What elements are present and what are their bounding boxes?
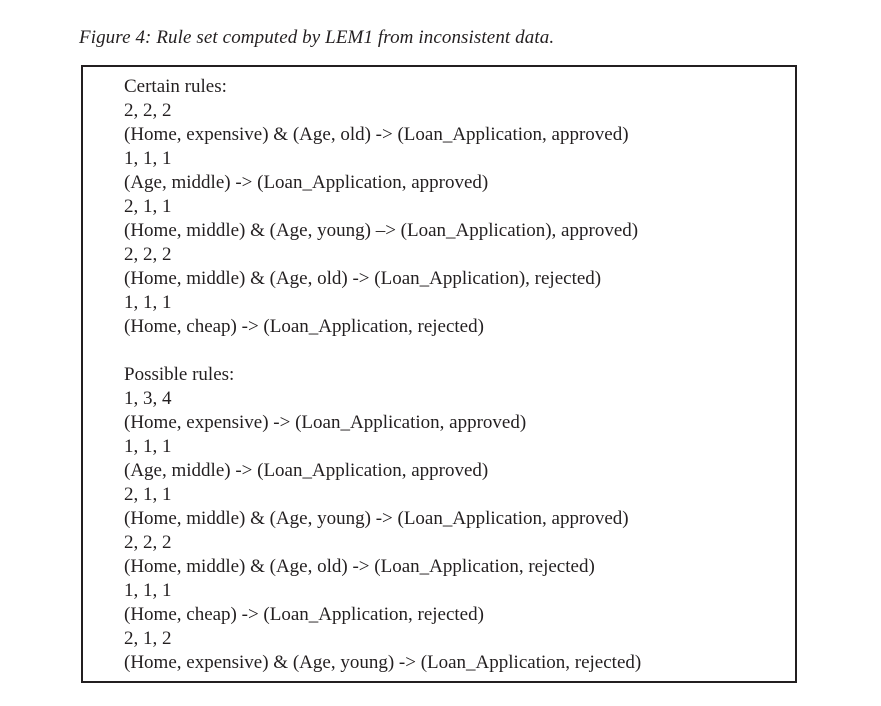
certain-rule-text: (Age, middle) -> (Loan_Application, approved) (124, 172, 489, 193)
possible-rule-text: (Home, expensive) -> (Loan_Application, approved) (124, 412, 527, 433)
certain-rule-counts: 1, 1, 1 (124, 292, 172, 313)
possible-rule-counts: 2, 1, 2 (124, 628, 172, 649)
possible-rule-text: (Age, middle) -> (Loan_Application, approved) (124, 460, 489, 481)
certain-rule-text: (Home, middle) & (Age, old) -> (Loan_Application), rejected) (124, 268, 602, 289)
possible-rule-text: (Home, cheap) -> (Loan_Application, rejected) (124, 604, 484, 625)
rule-set-box (81, 65, 797, 683)
figure-caption: Figure 4: Rule set computed by LEM1 from inconsistent data. (79, 27, 555, 48)
certain-rule-text: (Home, cheap) -> (Loan_Application, rejected) (124, 316, 484, 337)
possible-rule-text: (Home, middle) & (Age, young) -> (Loan_Application, approved) (124, 508, 629, 529)
section-spacer (124, 339, 641, 363)
rule-list (124, 75, 641, 675)
certain-rule-text: (Home, expensive) & (Age, old) -> (Loan_Application, approved) (124, 124, 629, 145)
possible-rule-counts: 1, 3, 4 (124, 388, 172, 409)
possible-rules-heading: Possible rules: (124, 364, 235, 385)
possible-rule-text: (Home, expensive) & (Age, young) -> (Loan_Application, rejected) (124, 652, 642, 673)
certain-rule-counts: 2, 1, 1 (124, 196, 172, 217)
certain-rule-counts: 1, 1, 1 (124, 148, 172, 169)
certain-rule-counts: 2, 2, 2 (124, 244, 172, 265)
possible-rule-text: (Home, middle) & (Age, old) -> (Loan_Application, rejected) (124, 556, 595, 577)
certain-rules-heading: Certain rules: (124, 76, 227, 97)
certain-rule-counts: 2, 2, 2 (124, 100, 172, 121)
possible-rule-counts: 1, 1, 1 (124, 436, 172, 457)
possible-rule-counts: 1, 1, 1 (124, 580, 172, 601)
certain-rule-text: (Home, middle) & (Age, young) –> (Loan_Application), approved) (124, 220, 639, 241)
possible-rule-counts: 2, 2, 2 (124, 532, 172, 553)
possible-rule-counts: 2, 1, 1 (124, 484, 172, 505)
